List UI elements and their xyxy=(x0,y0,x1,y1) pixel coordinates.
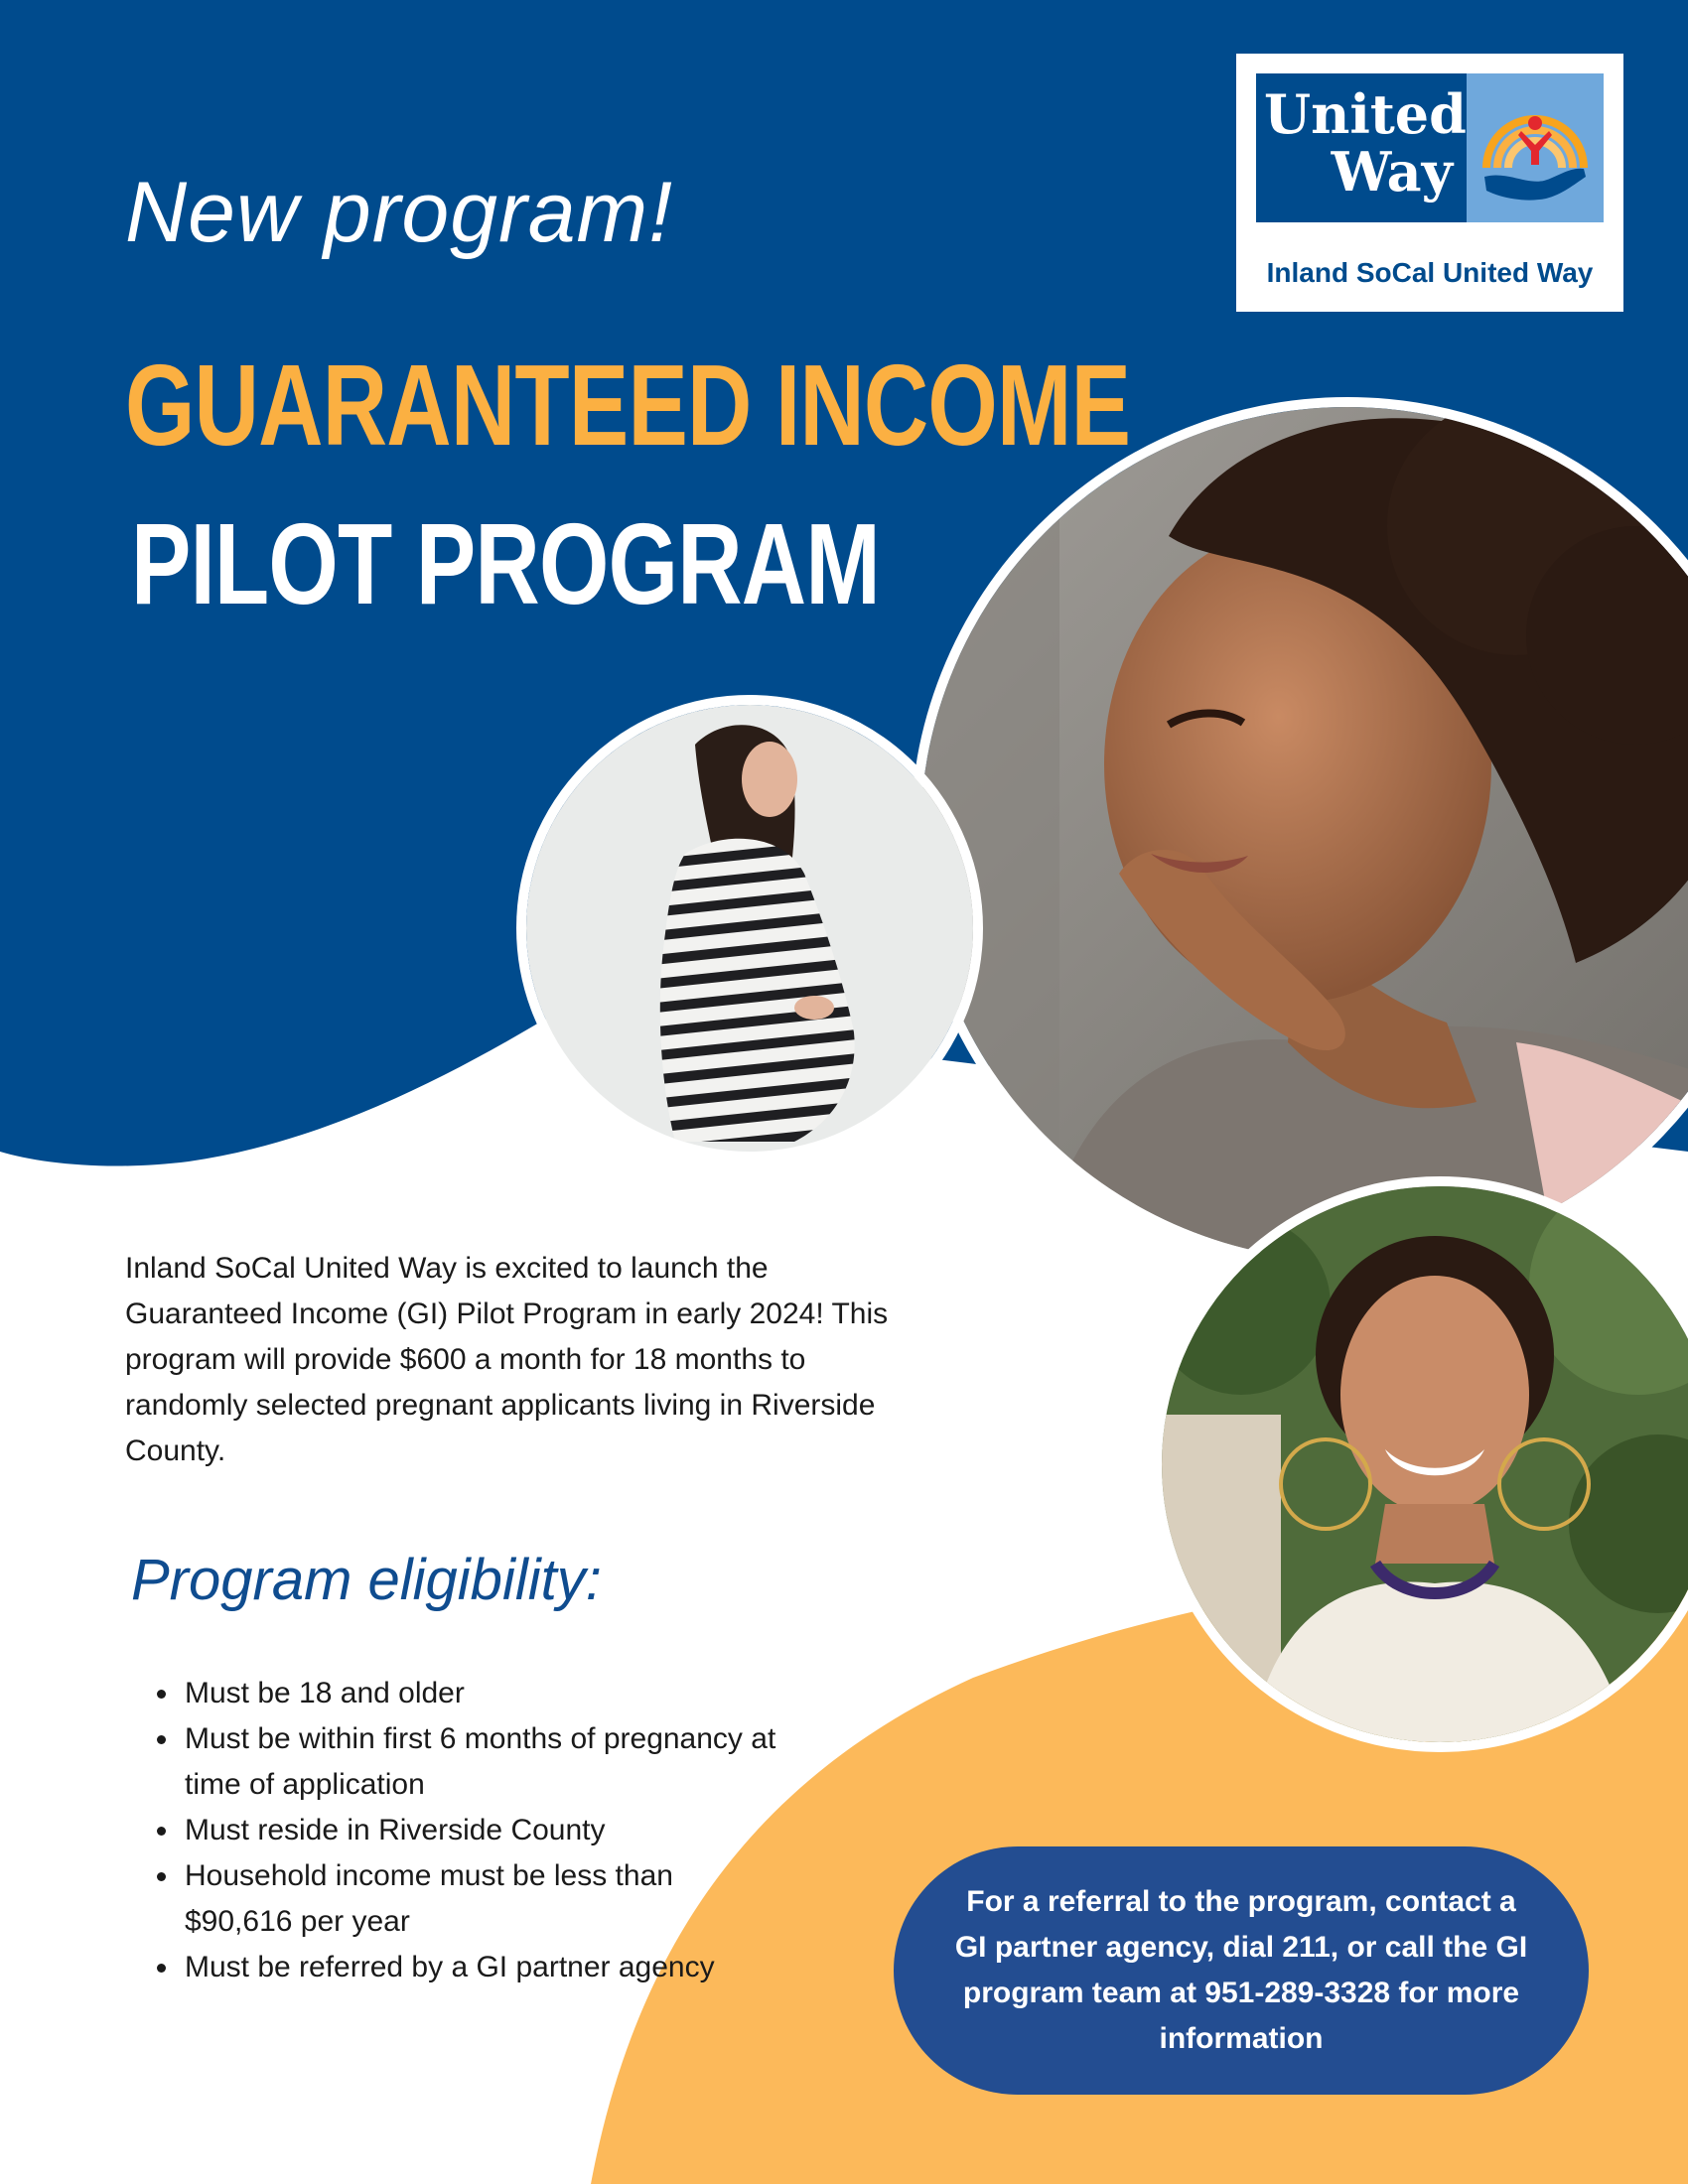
title-line-1: GUARANTEED INCOME xyxy=(125,341,1131,470)
logo-wordmark-line1: United xyxy=(1264,82,1467,146)
title-line-2: PILOT PROGRAM xyxy=(131,499,880,628)
list-item: • Must be 18 and older xyxy=(181,1671,776,1716)
pregnant-woman-photo xyxy=(516,695,983,1161)
helping-hand-icon xyxy=(1467,73,1604,222)
logo-wordmark xyxy=(1264,82,1467,204)
referral-callout xyxy=(894,1846,1589,2095)
eligibility-list xyxy=(129,1671,776,1990)
logo-wordmark-line2: Way xyxy=(1331,140,1453,204)
list-item: • Household income must be less than $90,616 per year xyxy=(181,1853,776,1945)
list-item: • Must be referred by a GI partner agency xyxy=(181,1945,776,1990)
referral-callout-text: For a referral to the program, contact a GI partner agency, dial 211, or call the GI program team at 951-289-3328 for more information xyxy=(954,1885,1528,2055)
eligibility-heading: Program eligibility: xyxy=(131,1548,602,1612)
list-item: • Must reside in Riverside County xyxy=(181,1808,776,1853)
list-item: • Must be within first 6 months of pregnancy at time of application xyxy=(181,1716,776,1808)
logo-caption: Inland SoCal United Way xyxy=(1266,257,1594,288)
logo-wordmark-panel xyxy=(1256,73,1604,222)
intro-paragraph: Inland SoCal United Way is excited to launch the Guaranteed Income (GI) Pilot Program in early 2024! This program will provide $600 a month for 18 months to randomly selected pregnant applicants living in Riverside County. xyxy=(125,1252,889,1467)
kicker-text: New program! xyxy=(125,165,674,260)
united-way-logo xyxy=(1236,54,1623,312)
